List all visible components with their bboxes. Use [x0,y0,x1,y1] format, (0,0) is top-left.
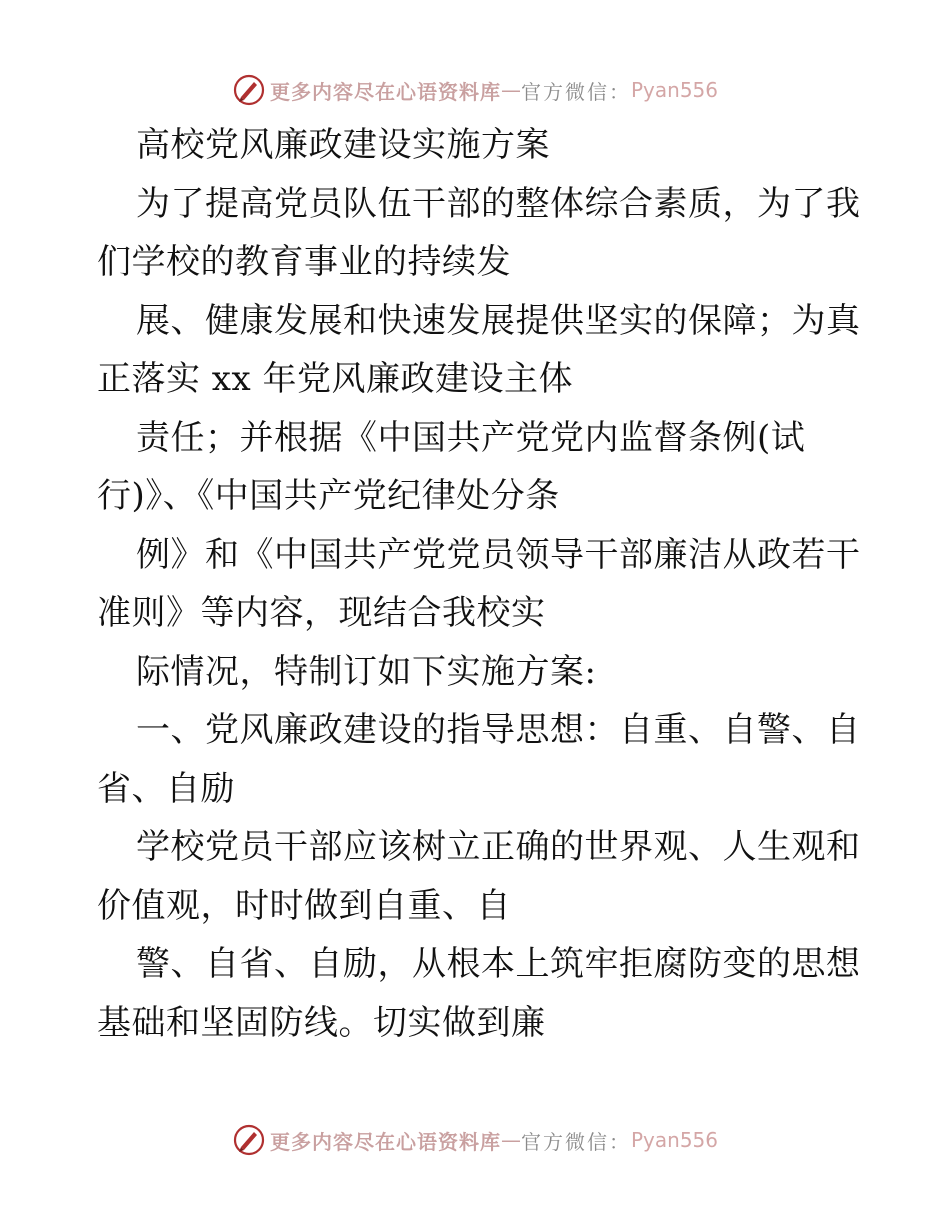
banner-main-text: 更多内容尽在心语资料库 [269,79,501,104]
document-body [97,116,861,1052]
text-line: 学校党员干部应该树立正确的世界观、人生观和 [136,827,861,867]
text-line: 基础和坚固防线。切实做到廉 [97,1002,546,1043]
banner-separator: — [500,1128,521,1152]
text-line: 例》和《中国共产党党员领导干部廉洁从政若干 [136,534,861,575]
footer-banner [0,1120,950,1160]
banner-wechat-id: Pyan556 [630,78,718,102]
text-line: 高校党风廉政建设实施方案 [136,125,550,165]
text-line: 一、党风廉政建设的指导思想：自重、自警、自 [136,710,861,750]
banner-wechat-id: Pyan556 [630,1128,718,1152]
text-line: 正落实 xx 年党风廉政建设主体 [97,359,573,399]
banner-separator: — [500,78,521,102]
text-line: 行)》、《中国共产党纪律处分条 [97,476,560,516]
text-line: 们学校的教育事业的持续发 [97,242,511,282]
text-line: 为了提高党员队伍干部的整体综合素质，为了我 [136,183,861,224]
text-line: 责任；并根据《中国共产党党内监督条例(试 [136,417,806,458]
text-line: 准则》等内容，现结合我校实 [97,593,546,633]
header-banner [0,70,950,110]
text-line: 展、健康发展和快速发展提供坚实的保障；为真 [136,300,861,341]
pen-logo-icon [232,1123,266,1157]
text-line: 警、自省、自励，从根本上筑牢拒腐防变的思想 [136,944,861,984]
text-line: 省、自励 [97,768,235,809]
banner-main-text: 更多内容尽在心语资料库 [269,1129,501,1154]
pen-logo-icon [232,73,266,107]
text-line: 际情况，特制订如下实施方案: [136,651,597,692]
text-line: 价值观，时时做到自重、自 [97,885,511,926]
banner-wechat-label: 官方微信： [520,79,631,104]
banner-wechat-label: 官方微信： [520,1129,631,1154]
